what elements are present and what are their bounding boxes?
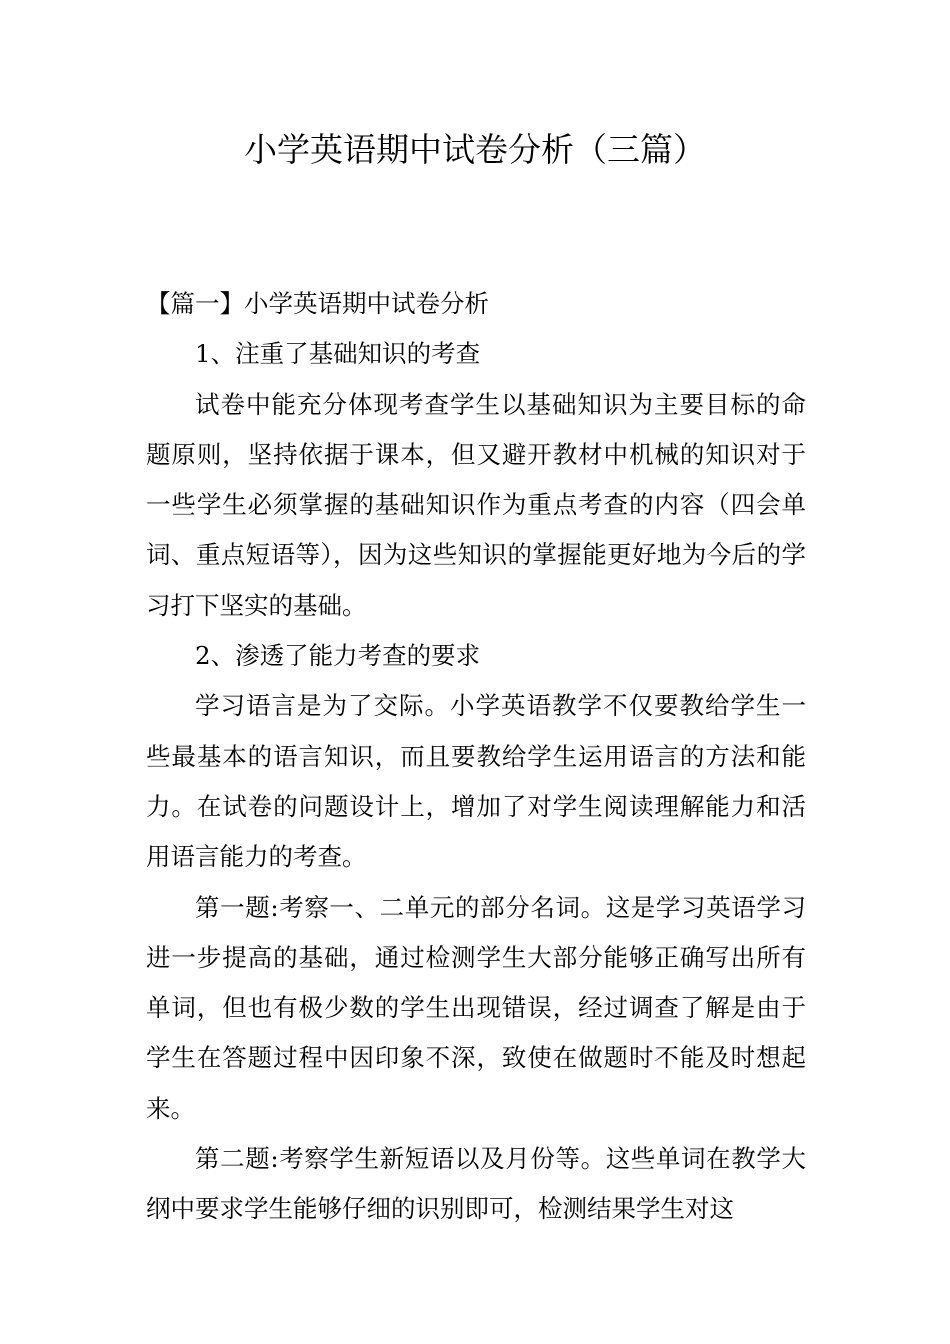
subheading-2: 2、渗透了能力考查的要求: [195, 641, 481, 671]
section-heading: 【篇一】小学英语期中试卷分析: [146, 289, 489, 318]
paragraph-question-2: 第二题:考察学生新短语以及月份等。这些单词在教学大纲中要求学生能够仔细的识别即可，检测结果学生对这: [146, 1144, 806, 1224]
paragraph-1: 试卷中能充分体现考查学生以基础知识为主要目标的命题原则，坚持依据于课本，但又避开教材中机械的知识对于一些学生必须掌握的基础知识作为重点考查的内容（四会单词、重点短语等），因为这些知识的掌握能更好地为今后的学习打下坚实的基础。: [146, 389, 806, 620]
document-body: [146, 279, 806, 1235]
paragraph-2: 学习语言是为了交际。小学英语教学不仅要教给学生一些最基本的语言知识，而且要教给学生运用语言的方法和能力。在试卷的问题设计上，增加了对学生阅读理解能力和活用语言能力的考查。: [146, 691, 806, 872]
document-title: 小学英语期中试卷分析（三篇）: [244, 130, 706, 169]
subheading-1: 1、注重了基础知识的考查: [195, 339, 481, 369]
paragraph-question-1: 第一题:考察一、二单元的部分名词。这是学习英语学习进一步提高的基础，通过检测学生大部分能够正确写出所有单词，但也有极少数的学生出现错误，经过调查了解是由于学生在答题过程中因印象不深，致使在做题时不能及时想起来。: [146, 892, 806, 1123]
